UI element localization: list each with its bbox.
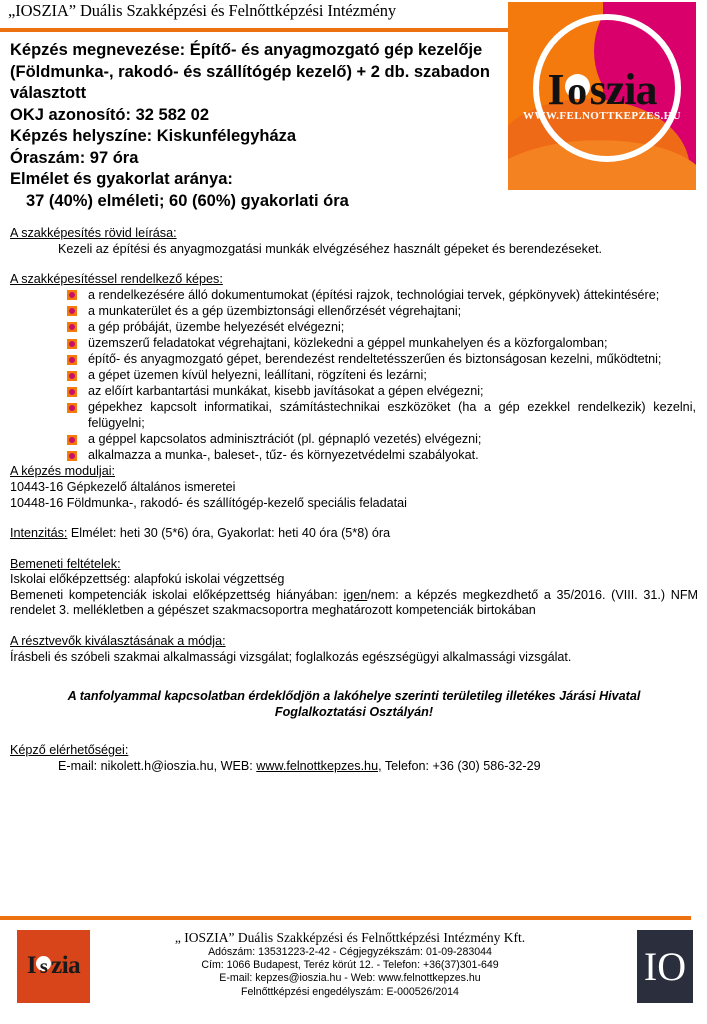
footer-logo-word-pre: I [26, 952, 37, 979]
io-logo [637, 930, 693, 1003]
module-item: 10448-16 Földmunka-, rakodó- és szállítógép-kezelő speciális feladatai [10, 495, 407, 510]
list-item-text: gépekhez kapcsolt informatikai, számítástechnikai eszközöket (ha a gép ezekkel rendelkezik) kezelni, felügyelni; [88, 400, 696, 431]
entry-competences-post: /nem: a képzés megkezdhető a 35/2016. (VIII. 31.) NFM rendelet 3. mellékletben a gépészet szakmacsoportra meghatározott kompetenciák birtokában [10, 587, 699, 618]
list-item [67, 384, 698, 400]
footer-logo-circle-wrap [36, 952, 51, 980]
competences-heading: A szakképesítéssel rendelkező képes: [10, 272, 223, 287]
short-description-heading: A szakképesítés rövid leírása: [10, 226, 177, 240]
contact-email: E-mail: nikolett.h@ioszia.hu, WEB: [58, 758, 257, 773]
course-hours: Óraszám: 97 óra [10, 148, 139, 167]
list-item-text: alkalmazza a munka-, baleset-, tűz- és környezetvédelmi szabályokat. [88, 448, 479, 463]
bullet-square-icon [67, 451, 77, 461]
bullet-square-icon [67, 355, 77, 365]
document-body [10, 226, 698, 774]
course-location: Képzés helyszíne: Kiskunfélegyháza [10, 127, 297, 145]
modules-heading: A képzés moduljai: [10, 464, 116, 479]
footer-logo-wordmark [17, 952, 90, 980]
footer-ioszia-logo [17, 930, 90, 1003]
spacer [10, 619, 698, 634]
footer-company-details [110, 930, 590, 999]
list-item [67, 368, 698, 384]
entry-conditions-heading: Bemeneti feltételek: [10, 556, 121, 571]
theory-practice-ratio-value: 37 (40%) elméleti; 60 (60%) gyakorlati óra [26, 191, 349, 210]
spacer [10, 511, 698, 526]
bullet-square-icon [67, 339, 77, 349]
intensity-label: Intenzitás: [10, 526, 68, 541]
logo-circle-letter: o [567, 68, 587, 113]
footer-divider [0, 916, 691, 920]
io-logo-text: IO [643, 944, 687, 989]
selection-method-text: Írásbeli és szóbeli szakmai alkalmassági vizsgálat; foglalkozás egészségügyi alkalmassági vizsgálat. [10, 649, 572, 664]
footer-logo-word-post: zia [51, 952, 81, 979]
spacer [10, 720, 698, 735]
okj-identifier: OKJ azonosító: 32 582 02 [10, 105, 209, 124]
competences-list [10, 288, 698, 464]
logo-word-pre: I [547, 65, 564, 114]
footer-detail-line: Felnőttképzési engedélyszám: E-000526/2014 [241, 985, 459, 998]
list-item [67, 352, 698, 368]
contact-phone: Telefon: +36 (30) 586-32-29 [381, 758, 541, 773]
list-item-text: üzemszerű feladatokat végrehajtani, közlekedni a géppel munkahelyen és a közforgalomban; [88, 336, 608, 351]
bullet-square-icon [67, 435, 77, 445]
footer-logo-circle-letter: s [39, 954, 48, 978]
list-item-text: a géppel kapcsolatos adminisztrációt (pl. gépnapló vezetés) elvégezni; [88, 432, 482, 447]
footer-detail-line: Adószám: 13531223-2-42 - Cégjegyzékszám: 01-09-283044 [208, 946, 492, 958]
module-item: 10443-16 Gépkezelő általános ismeretei [10, 479, 236, 494]
list-item [67, 320, 698, 336]
intensity-line [10, 526, 698, 542]
logo-url: WWW.FELNOTTKEPZES.HU [523, 110, 681, 122]
footer-detail-line: Cím: 1066 Budapest, Teréz körút 12. - Telefon: +36(37)301-649 [201, 959, 499, 972]
bullet-square-icon [67, 290, 77, 300]
document-footer [0, 926, 707, 1022]
course-name: Képzés megnevezése: Építő- és anyagmozgató gép kezelője (Földmunka-, rakodó- és szállítógép kezelő) + 2 db. szabadon választott [10, 41, 490, 102]
list-item [67, 288, 698, 304]
list-item-text: építő- és anyagmozgató gépet, berendezést rendeltetésszerűen és biztonságosan kezelni, működtetni; [88, 352, 662, 367]
logo-word-post: szia [589, 65, 657, 114]
bullet-square-icon [67, 306, 77, 316]
header-divider [0, 28, 512, 32]
entry-competences-pre: Bemeneti kompetenciák iskolai előképzettség hiányában: [10, 587, 344, 602]
selection-method-heading: A résztvevők kiválasztásának a módja: [10, 634, 226, 649]
short-description-text: Kezeli az építési és anyagmozgatási munkák elvégzéséhez használt gépeket és berendezéseket. [58, 241, 602, 256]
footer-company-title: „ IOSZIA” Duális Szakképzési és Felnőttképzési Intézmény Kft. [174, 930, 526, 945]
list-item-text: a rendelkezésére álló dokumentumokat (építési rajzok, technológiai tervek, gépkönyvek) áttekintésére; [88, 287, 660, 302]
bullet-square-icon [67, 403, 77, 413]
entry-education: Iskolai előképzettség: alapfokú iskolai végzettség [10, 572, 285, 587]
list-item [67, 304, 698, 320]
list-item [67, 336, 698, 352]
footer-detail-line: E-mail: kepzes@ioszia.hu - Web: www.felnottkepzes.hu [219, 972, 481, 985]
list-item-text: a gép próbáját, üzembe helyezését elvégezni; [88, 319, 345, 334]
theory-practice-ratio-label: Elmélet és gyakorlat aránya: [10, 170, 233, 188]
course-title-block [10, 40, 502, 212]
spacer [10, 257, 698, 272]
contact-line [10, 759, 698, 775]
contact-heading: Képző elérhetőségei: [10, 743, 129, 758]
spacer [10, 665, 698, 680]
logo-circle-letter-wrap [564, 68, 590, 113]
list-item [67, 400, 698, 431]
list-item [67, 432, 698, 448]
ioszia-logo [508, 2, 696, 190]
entry-competences-yes: igen [343, 587, 368, 602]
spacer [10, 542, 698, 557]
spacer [10, 680, 698, 688]
entry-competences-line [10, 588, 698, 619]
list-item-text: a gépet üzemen kívül helyezni, leállítani, rögzíteni és lezárni; [88, 368, 427, 383]
contact-web-link[interactable]: www.felnottkepzes.hu, [256, 758, 382, 773]
bullet-square-icon [67, 371, 77, 381]
callout-notice: A tanfolyammal kapcsolatban érdeklődjön a lakóhelye szerinti területileg illetékes Járási Hivatal Foglalkoztatási Osztályán! [67, 689, 641, 720]
logo-wordmark [508, 65, 696, 114]
bullet-square-icon [67, 387, 77, 397]
spacer [10, 735, 698, 743]
intensity-value: Elmélet: heti 30 (5*6) óra, Gyakorlat: heti 40 óra (5*8) óra [67, 526, 391, 541]
list-item [67, 448, 698, 464]
list-item-text: az előírt karbantartási munkákat, kisebb javításokat a gépen elvégezni; [88, 384, 484, 399]
list-item-text: a munkaterület és a gép üzembiztonsági ellenőrzését végrehajtani; [88, 303, 462, 318]
institution-title: „IOSZIA” Duális Szakképzési és Felnőttképzési Intézmény [8, 1, 397, 20]
bullet-square-icon [67, 322, 77, 332]
